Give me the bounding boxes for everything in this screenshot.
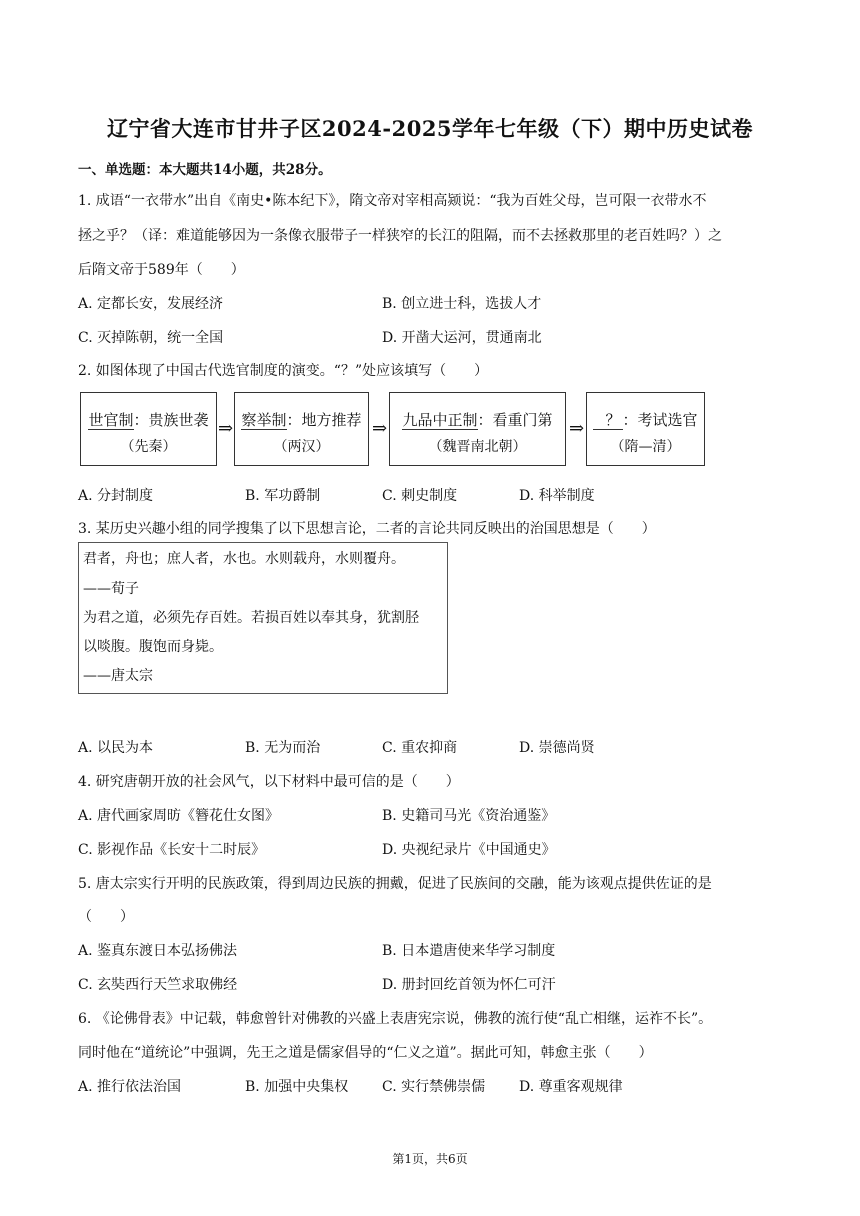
flow-arrow: ⇒ — [569, 418, 585, 439]
quote-line: ——荀子 — [83, 581, 139, 597]
q6-option-a: A. 推行依法治国 — [78, 1079, 182, 1095]
q1-option-d: D. 开凿大运河，贯通南北 — [382, 330, 542, 346]
q6-option-d: D. 尊重客观规律 — [519, 1079, 623, 1095]
q2-stem: 2. 如图体现了中国古代选官制度的演变。“？”处应该填写（ ） — [78, 363, 489, 379]
flow-box-chaju — [234, 392, 369, 466]
quote-line: 为君之道，必须先存百姓。若损百姓以奉其身，犹割胫 — [83, 610, 419, 626]
q4-option-b: B. 史籍司马光《资治通鉴》 — [382, 808, 556, 824]
flow-desc: ：考试选官 — [622, 411, 698, 429]
q6-option-c: C. 实行禁佛崇儒 — [382, 1079, 486, 1095]
flow-box-shiguan — [80, 392, 217, 466]
q1-option-a: A. 定都长安，发展经济 — [78, 296, 224, 312]
page-footer: 第1页，共6页 — [392, 1152, 468, 1166]
q5-option-b: B. 日本遣唐使来华学习制度 — [382, 943, 556, 959]
flow-desc: ：看重门第 — [477, 411, 553, 429]
flow-arrow: ⇒ — [372, 418, 388, 439]
q5-line-2: （ ） — [78, 909, 134, 925]
flow-era: （魏晋南北朝） — [428, 439, 527, 455]
q5-option-c: C. 玄奘西行天竺求取佛经 — [78, 977, 238, 993]
q2-option-b: B. 军功爵制 — [245, 488, 321, 504]
q1-option-b: B. 创立进士科，选拔人才 — [382, 296, 542, 312]
q6-line-2: 同时他在“道统论”中强调，先王之道是儒家倡导的“仁义之道”。据此可知，韩愈主张（ ） — [78, 1045, 653, 1061]
quote-box — [78, 542, 448, 694]
flow-name: ？ — [593, 411, 622, 430]
flow-desc: ：贵族世袭 — [133, 411, 209, 429]
q3-option-b: B. 无为而治 — [245, 740, 321, 756]
q3-option-c: C. 重农抑商 — [382, 740, 458, 756]
q4-stem: 4. 研究唐朝开放的社会风气，以下材料中最可信的是（ ） — [78, 774, 460, 790]
page-title: 辽宁省大连市甘井子区2024-2025学年七年级（下）期中历史试卷 — [106, 116, 754, 141]
flow-era: （两汉） — [273, 439, 330, 455]
q4-option-d: D. 央视纪录片《中国通史》 — [382, 842, 556, 858]
q5-option-a: A. 鉴真东渡日本弘扬佛法 — [78, 943, 238, 959]
quote-line: 以啖腹。腹饱而身毙。 — [83, 639, 223, 655]
q2-option-c: C. 刺史制度 — [382, 488, 458, 504]
q5-option-d: D. 册封回纥首领为怀仁可汗 — [382, 977, 556, 993]
q1-line-1: 1. 成语“一衣带水”出自《南史•陈本纪下》，隋文帝对宰相高颎说：“我为百姓父母，岂可限一衣带水不 — [78, 193, 707, 209]
flow-desc: ：地方推荐 — [286, 411, 362, 429]
flow-arrow: ⇒ — [218, 418, 234, 439]
q5-line-1: 5. 唐太宗实行开明的民族政策，得到周边民族的拥戴，促进了民族间的交融，能为该观点提供佐证的是 — [78, 876, 712, 892]
q1-line-2: 拯之乎？（译：难道能够因为一条像衣服带子一样狭窄的长江的阻隔，而不去拯救那里的老百姓吗？）之 — [78, 228, 722, 244]
q3-stem: 3. 某历史兴趣小组的同学搜集了以下思想言论，二者的言论共同反映出的治国思想是（ ） — [78, 521, 656, 537]
q2-option-a: A. 分封制度 — [78, 488, 154, 504]
q3-option-d: D. 崇德尚贤 — [519, 740, 595, 756]
flow-era: （隋—清） — [610, 439, 681, 455]
q1-line-3: 后隋文帝于589年（ ） — [78, 262, 245, 278]
q6-line-1: 6. 《论佛骨表》中记载，韩愈曾针对佛教的兴盛上表唐宪宗说，佛教的流行使“乱亡相继，运祚不长”。 — [78, 1011, 713, 1027]
quote-line: ——唐太宗 — [83, 668, 153, 684]
flow-box-jiupin — [389, 392, 566, 466]
section-heading: 一、单选题：本大题共14小题，共28分。 — [78, 162, 332, 178]
flow-name: 察举制 — [241, 411, 287, 429]
flow-era: （先秦） — [120, 439, 177, 455]
q6-option-b: B. 加强中央集权 — [245, 1079, 349, 1095]
q4-option-a: A. 唐代画家周昉《簪花仕女图》 — [78, 808, 280, 824]
q1-option-c: C. 灭掉陈朝，统一全国 — [78, 330, 224, 346]
q4-option-c: C. 影视作品《长安十二时辰》 — [78, 842, 266, 858]
flow-name: 世官制 — [88, 411, 134, 429]
flow-name: 九品中正制 — [402, 411, 478, 429]
q3-option-a: A. 以民为本 — [78, 740, 154, 756]
q2-option-d: D. 科举制度 — [519, 488, 595, 504]
flow-box-unknown — [586, 392, 705, 466]
quote-line: 君者，舟也；庶人者，水也。水则载舟，水则覆舟。 — [83, 551, 405, 567]
